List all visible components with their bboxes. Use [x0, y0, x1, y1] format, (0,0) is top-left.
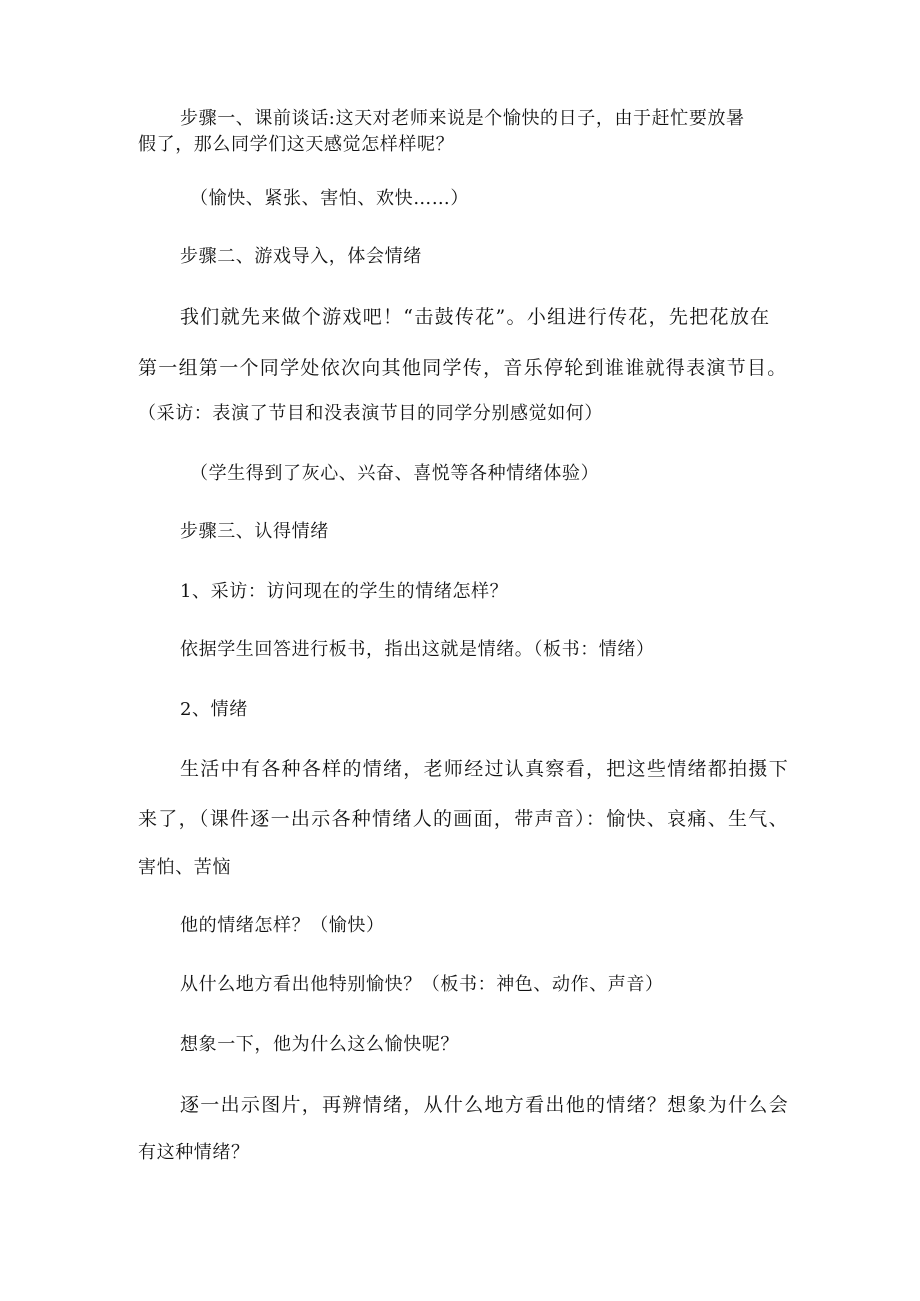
text-line: 他的情绪怎样？（愉快） [180, 915, 385, 936]
text-line: 想象一下，他为什么这么愉快呢？ [180, 1034, 459, 1055]
text-line: 来了，（课件逐一出示各种情绪人的画面，带声音）：愉快、哀痛、生气、 [138, 808, 789, 830]
text-line: 1、采访：访问现在的学生的情绪怎样？ [180, 581, 509, 602]
text-line: 逐一出示图片，再辨情绪，从什么地方看出他的情绪？想象为什么会 [180, 1094, 790, 1116]
text-line: 有这种情绪？ [138, 1142, 250, 1163]
text-line: 步骤二、游戏导入，体会情绪 [180, 246, 422, 267]
text-line: 我们就先来做个游戏吧！“击鼓传花”。小组进行传花，先把花放在 [180, 306, 771, 328]
text-line: 步骤一、课前谈话:这天对老师来说是个愉快的日子，由于赶忙要放暑 [180, 108, 745, 129]
text-line: 生活中有各种各样的情绪，老师经过认真察看，把这些情绪都拍摄下 [180, 758, 790, 780]
text-line: （愉快、紧张、害怕、欢快……） [190, 188, 469, 209]
text-line: 害怕、苦恼 [138, 857, 231, 878]
text-line: 步骤三、认得情绪 [180, 521, 329, 542]
text-line: （学生得到了灰心、兴奋、喜悦等各种情绪体验） [190, 463, 600, 484]
text-line: 2、情绪 [180, 699, 248, 720]
text-line: 假了，那么同学们这天感觉怎样样呢？ [138, 134, 455, 155]
text-line: 依据学生回答进行板书，指出这就是情绪。（板书：情绪） [180, 639, 655, 660]
text-line: 第一组第一个同学处依次向其他同学传，音乐停轮到谁谁就得表演节目。 [138, 357, 788, 379]
text-line: （采访：表演了节目和没表演节目的同学分别感觉如何） [138, 403, 603, 424]
text-line: 从什么地方看出他特别愉快？（板书：神色、动作、声音） [180, 974, 664, 995]
